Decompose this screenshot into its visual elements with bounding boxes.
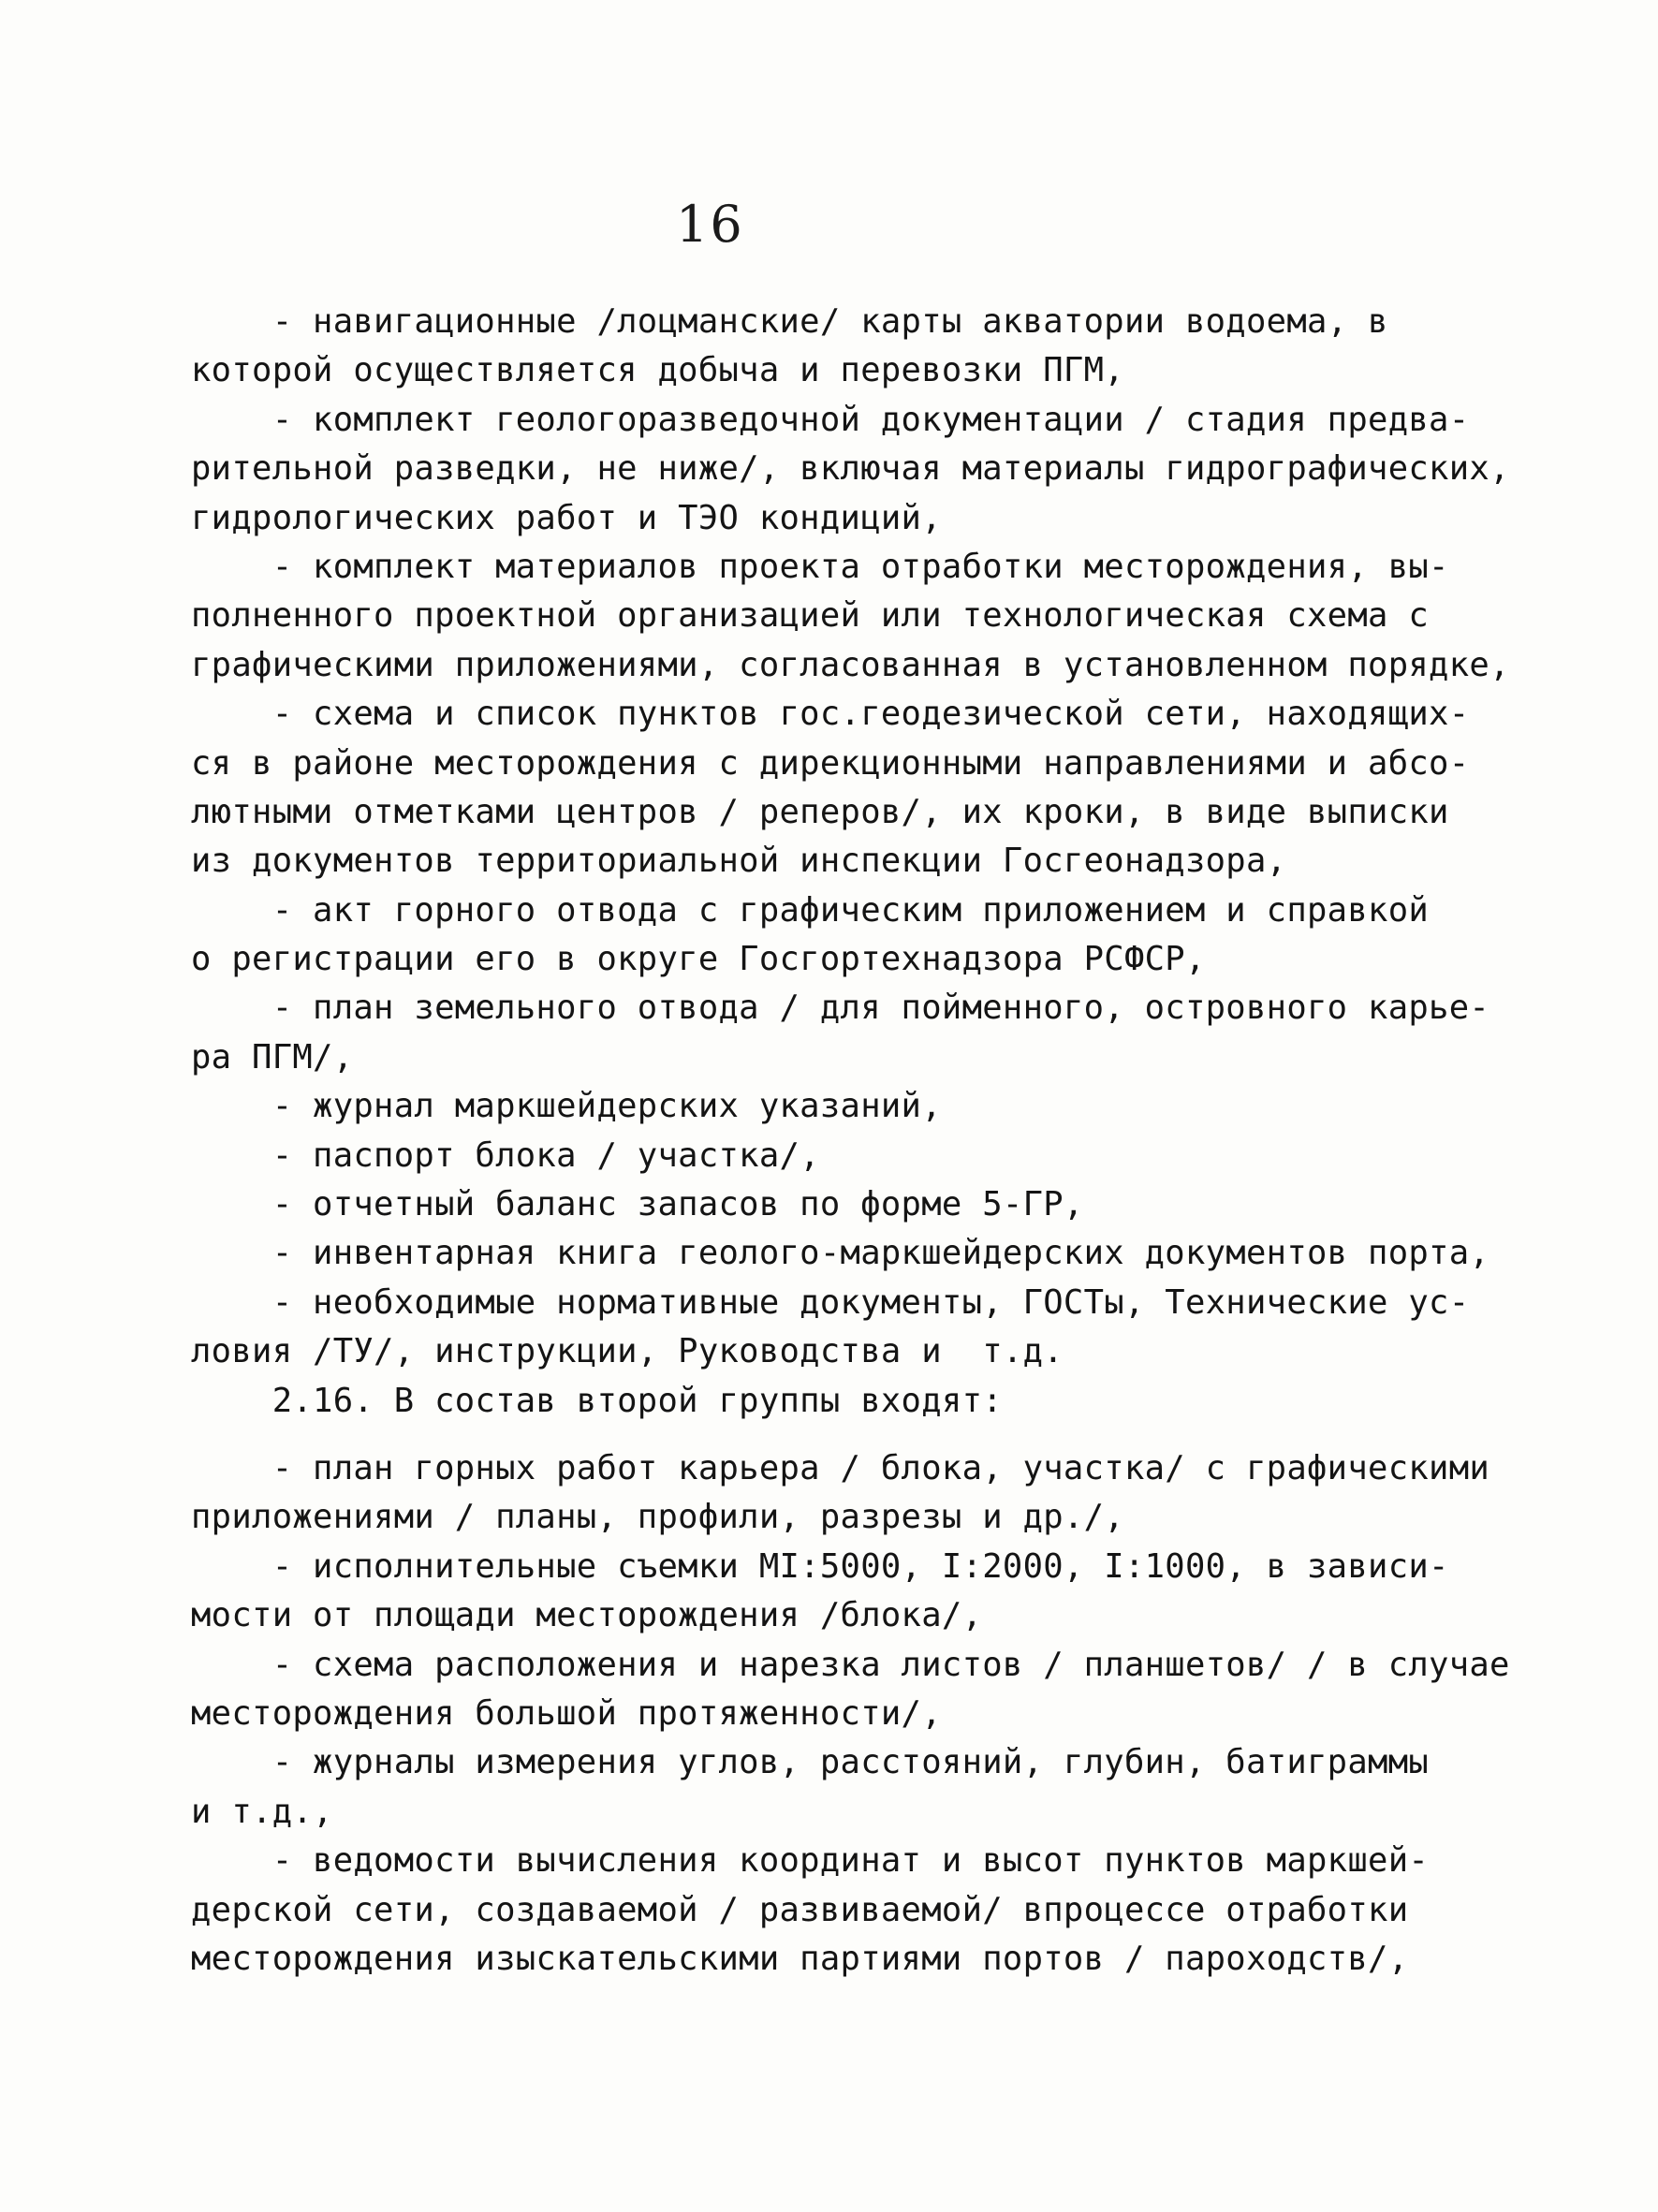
text-line: 2.16. В состав второй группы входят: (191, 1381, 1003, 1420)
text-line: - журналы измерения углов, расстояний, глубин, батиграммы (191, 1743, 1430, 1782)
paragraph (191, 1082, 1502, 1131)
text-line: - отчетный баланс запасов по форме 5-ГР, (191, 1185, 1084, 1224)
text-line: - план земельного отвода / для пойменного, островного карье- (191, 989, 1490, 1028)
paragraph (191, 1641, 1510, 1739)
text-line: мости от площади месторождения /блока/, (191, 1596, 983, 1635)
paragraph (191, 984, 1502, 1082)
text-line: - акт горного отвода с графическим приложением и справкой (191, 890, 1430, 930)
page-number: 16 (676, 195, 744, 254)
text-line: ся в районе месторождения с дирекционными направлениями и абсо- (191, 743, 1470, 783)
paragraph (191, 1444, 1502, 1543)
paragraph (191, 1837, 1502, 1984)
text-line: - комплект геологоразведочной документации / стадия предва- (191, 400, 1470, 439)
text-line: из документов территориальной инспекции Госгеонадзора, (191, 842, 1287, 881)
text-line: которой осуществляется добыча и перевозки ПГМ, (191, 351, 1124, 390)
text-line: - исполнительные съемки МI:5000, I:2000, I:1000, в зависи- (191, 1546, 1449, 1586)
paragraph (191, 543, 1510, 690)
text-line: месторождения большой протяженности/, (191, 1693, 942, 1733)
document-body (191, 298, 1510, 1984)
paragraph-spacer (191, 1426, 1502, 1444)
text-line: - ведомости вычисления координат и высот пунктов маркшей- (191, 1841, 1430, 1881)
paragraph (191, 1738, 1502, 1837)
paragraph (191, 1279, 1502, 1377)
text-line: ловия /ТУ/, инструкции, Руководства и т.д. (191, 1332, 1064, 1371)
text-line: приложениями / планы, профили, разрезы и др./, (191, 1498, 1124, 1537)
paragraph (191, 690, 1502, 886)
paragraph (191, 1543, 1502, 1641)
text-line: рительной разведки, не ниже/, включая материалы гидрографических, (191, 449, 1510, 489)
text-line: о регистрации его в округе Госгортехнадзора РСФСР, (191, 940, 1206, 979)
text-line: и т.д., (191, 1792, 333, 1831)
text-line: - инвентарная книга геолого-маркшейдерских документов порта, (191, 1234, 1490, 1273)
text-line: гидрологических работ и ТЭО кондиций, (191, 498, 942, 537)
text-line: - комплект материалов проекта отработки месторождения, вы- (191, 547, 1449, 586)
text-line: дерской сети, создаваемой / развиваемой/ впроцессе отработки (191, 1890, 1409, 1929)
text-line: - паспорт блока / участка/, (191, 1135, 820, 1175)
text-line: лютными отметками центров / реперов/, их кроки, в виде выписки (191, 792, 1449, 831)
paragraph (191, 1229, 1502, 1278)
text-line: полненного проектной организацией или технологическая схема с (191, 596, 1430, 636)
paragraph (191, 1180, 1502, 1229)
paragraph (191, 886, 1502, 985)
paragraph (191, 1377, 1502, 1426)
text-line: - журнал маркшейдерских указаний, (191, 1087, 942, 1126)
text-line: - схема и список пунктов гос.геодезической сети, находящих- (191, 695, 1470, 734)
text-line: - необходимые нормативные документы, ГОСТы, Технические ус- (191, 1282, 1470, 1322)
text-line: графическими приложениями, согласованная в установленном порядке, (191, 645, 1510, 684)
paragraph (191, 396, 1510, 543)
paragraph (191, 298, 1502, 396)
text-line: - схема расположения и нарезка листов / планшетов/ / в случае (191, 1645, 1510, 1684)
paragraph (191, 1132, 1502, 1180)
text-line: ра ПГМ/, (191, 1037, 354, 1077)
text-line: - план горных работ карьера / блока, участка/ с графическими (191, 1448, 1490, 1487)
text-line: месторождения изыскательскими партиями портов / пароходств/, (191, 1939, 1409, 1978)
text-line: - навигационные /лоцманские/ карты акватории водоема, в (191, 302, 1388, 341)
